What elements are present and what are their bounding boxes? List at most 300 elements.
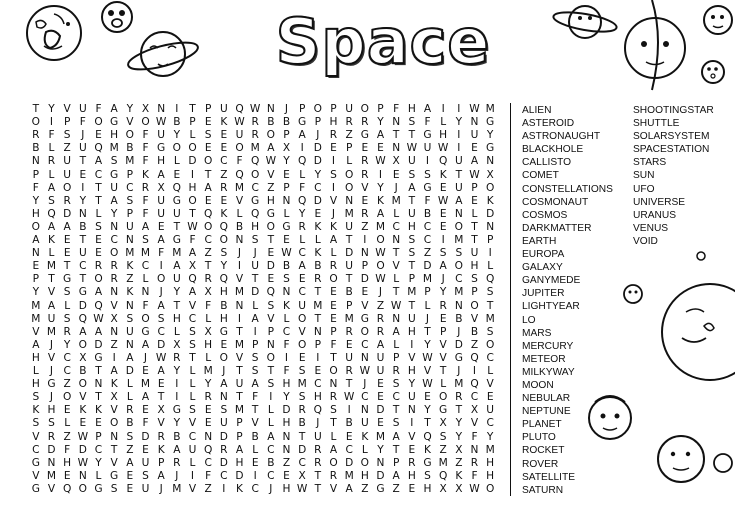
grid-letter: G bbox=[454, 351, 463, 364]
grid-letter: A bbox=[173, 260, 181, 273]
grid-letter: G bbox=[266, 207, 275, 220]
grid-letter: E bbox=[392, 168, 400, 181]
grid-letter: G bbox=[31, 482, 40, 495]
word-list-item: SUN bbox=[633, 170, 655, 182]
grid-letter: E bbox=[361, 194, 369, 207]
grid-letter: T bbox=[471, 234, 478, 246]
grid-letter: I bbox=[457, 103, 461, 115]
grid-letter: N bbox=[78, 469, 87, 482]
grid-letter: Q bbox=[250, 155, 260, 168]
grid-letter: D bbox=[360, 273, 369, 286]
grid-letter: P bbox=[157, 456, 165, 469]
grid-letter: A bbox=[423, 103, 432, 115]
grid-letter: S bbox=[48, 194, 55, 207]
grid-letter: A bbox=[235, 443, 244, 456]
word-list-item: MARS bbox=[522, 327, 552, 339]
grid-letter: T bbox=[236, 391, 243, 404]
ringed-planet-icon bbox=[124, 20, 202, 84]
grid-letter: L bbox=[126, 378, 133, 391]
grid-letter: O bbox=[62, 391, 72, 404]
grid-letter: Q bbox=[470, 378, 479, 391]
grid-letter: Z bbox=[126, 443, 134, 456]
grid-letter: Z bbox=[204, 247, 212, 260]
grid-letter: M bbox=[46, 325, 57, 338]
grid-letter: S bbox=[408, 168, 416, 181]
grid-letter: M bbox=[234, 404, 245, 417]
grid-letter: O bbox=[188, 194, 197, 207]
word-list-item: COMET bbox=[522, 170, 559, 182]
grid-letter: T bbox=[95, 365, 102, 377]
grid-letter: P bbox=[63, 116, 71, 129]
grid-letter: M bbox=[344, 312, 354, 325]
grid-letter: U bbox=[172, 273, 181, 286]
grid-letter: U bbox=[63, 168, 72, 181]
grid-letter: F bbox=[330, 338, 337, 351]
grid-letter: E bbox=[408, 443, 416, 456]
grid-letter: X bbox=[439, 417, 447, 430]
grid-letter: Q bbox=[423, 430, 432, 443]
grid-letter: A bbox=[126, 456, 134, 469]
grid-letter: I bbox=[190, 469, 195, 482]
grid-letter: S bbox=[298, 391, 306, 404]
grid-letter: E bbox=[204, 404, 212, 417]
grid-letter: P bbox=[236, 417, 243, 430]
grid-letter: N bbox=[470, 116, 479, 129]
grid-letter: T bbox=[236, 325, 243, 338]
grid-letter: W bbox=[437, 194, 449, 207]
grid-letter: B bbox=[235, 220, 244, 233]
grid-letter: W bbox=[77, 430, 89, 443]
grid-letter: P bbox=[330, 325, 337, 338]
grid-letter: P bbox=[345, 299, 353, 312]
grid-letter: Y bbox=[377, 443, 384, 456]
grid-letter: E bbox=[157, 378, 165, 391]
grid-letter: B bbox=[345, 286, 353, 299]
grid-letter: M bbox=[140, 247, 151, 260]
grid-letter: Y bbox=[95, 456, 102, 469]
grid-letter: G bbox=[423, 129, 432, 142]
grid-letter: J bbox=[457, 365, 461, 377]
grid-letter: U bbox=[157, 207, 166, 220]
grid-letter: M bbox=[297, 378, 307, 391]
grid-letter: T bbox=[32, 103, 40, 115]
word-list-item: ASTRONAUGHT bbox=[522, 131, 601, 143]
grid-letter: R bbox=[47, 430, 56, 443]
grid-letter: O bbox=[172, 142, 181, 155]
grid-letter: I bbox=[253, 469, 257, 482]
grid-letter: W bbox=[422, 351, 433, 364]
grid-letter: X bbox=[455, 482, 463, 495]
grid-letter: N bbox=[360, 351, 369, 364]
grid-letter: O bbox=[470, 299, 479, 312]
grid-letter: Y bbox=[455, 430, 463, 443]
grid-letter: N bbox=[282, 430, 291, 443]
grid-letter: L bbox=[189, 129, 196, 142]
grid-letter: E bbox=[283, 168, 290, 181]
grid-letter: G bbox=[110, 469, 119, 482]
grid-letter: H bbox=[110, 129, 119, 142]
grid-letter: L bbox=[424, 299, 431, 312]
grid-letter: V bbox=[408, 351, 416, 364]
grid-letter: S bbox=[110, 482, 118, 495]
grid-letter: F bbox=[142, 207, 149, 220]
grid-letter: M bbox=[485, 312, 495, 325]
grid-letter: H bbox=[266, 194, 275, 207]
grid-letter: O bbox=[109, 417, 119, 430]
grid-letter: Y bbox=[173, 129, 181, 142]
grid-letter: F bbox=[64, 443, 71, 456]
grid-letter: Y bbox=[110, 207, 118, 220]
word-list-item: GALAXY bbox=[522, 262, 563, 274]
grid-letter: Z bbox=[204, 482, 212, 495]
grid-letter: A bbox=[376, 129, 385, 142]
word-list-item: EARTH bbox=[522, 235, 557, 247]
grid-letter: J bbox=[222, 365, 226, 377]
planet-face-icon bbox=[702, 2, 734, 38]
grid-letter: P bbox=[32, 168, 40, 181]
grid-letter: M bbox=[391, 194, 401, 207]
grid-letter: C bbox=[267, 443, 275, 456]
grid-letter: M bbox=[250, 142, 260, 155]
grid-letter: C bbox=[204, 456, 212, 469]
grid-letter: A bbox=[329, 234, 338, 246]
grid-letter: E bbox=[314, 207, 322, 220]
grid-letter: E bbox=[142, 365, 149, 377]
grid-letter: L bbox=[283, 312, 290, 325]
grid-letter: N bbox=[31, 155, 40, 168]
grid-letter: B bbox=[470, 325, 479, 338]
grid-letter: E bbox=[220, 129, 228, 142]
grid-letter: C bbox=[423, 234, 432, 246]
grid-letter: P bbox=[330, 103, 337, 115]
word-list-item: URANUS bbox=[633, 209, 677, 221]
grid-letter: C bbox=[251, 181, 259, 194]
grid-letter: L bbox=[95, 469, 102, 482]
grid-letter: J bbox=[143, 351, 148, 364]
grid-letter: S bbox=[126, 312, 134, 325]
grid-letter: Q bbox=[297, 155, 307, 168]
grid-letter: A bbox=[298, 129, 306, 142]
grid-letter: A bbox=[47, 181, 56, 194]
grid-letter: N bbox=[31, 247, 40, 260]
grid-letter: T bbox=[345, 378, 353, 391]
word-list-item: ROVER bbox=[522, 458, 559, 470]
grid-letter: Z bbox=[220, 168, 228, 181]
word-list-item: VOID bbox=[633, 235, 658, 247]
grid-letter: R bbox=[110, 260, 118, 273]
grid-letter: S bbox=[392, 378, 400, 391]
grid-letter: D bbox=[486, 207, 495, 220]
grid-letter: C bbox=[141, 260, 150, 273]
grid-letter: W bbox=[296, 482, 308, 495]
grid-letter: A bbox=[157, 299, 165, 312]
grid-letter: N bbox=[125, 338, 134, 351]
grid-letter: A bbox=[32, 234, 40, 246]
grid-letter: N bbox=[235, 299, 244, 312]
grid-letter: R bbox=[251, 129, 259, 142]
grid-letter: S bbox=[189, 338, 196, 351]
grid-letter: G bbox=[172, 194, 181, 207]
grid-letter: H bbox=[251, 220, 260, 233]
grid-letter: D bbox=[219, 456, 228, 469]
grid-letter: I bbox=[488, 247, 492, 260]
grid-letter: T bbox=[173, 299, 181, 312]
grid-letter: P bbox=[283, 181, 290, 194]
grid-letter: C bbox=[282, 325, 291, 338]
grid-letter: O bbox=[485, 482, 495, 495]
grid-letter: N bbox=[392, 312, 401, 325]
grid-letter: V bbox=[188, 417, 197, 430]
grid-letter: E bbox=[439, 312, 447, 325]
ringed-planet-icon bbox=[550, 0, 620, 48]
grid-letter: J bbox=[425, 312, 430, 325]
grid-letter: T bbox=[236, 365, 243, 377]
grid-letter: E bbox=[377, 378, 384, 391]
grid-letter: D bbox=[298, 443, 307, 456]
grid-letter: Q bbox=[250, 207, 260, 220]
grid-letter: B bbox=[126, 417, 134, 430]
planet-face-icon bbox=[585, 388, 635, 444]
grid-letter: K bbox=[236, 482, 243, 495]
grid-letter: B bbox=[173, 116, 181, 129]
grid-letter: X bbox=[173, 338, 181, 351]
grid-letter: V bbox=[47, 286, 56, 299]
grid-letter: O bbox=[250, 168, 260, 181]
grid-letter: H bbox=[470, 260, 479, 273]
grid-letter: N bbox=[125, 299, 134, 312]
grid-letter: Q bbox=[485, 273, 495, 286]
grid-letter: D bbox=[266, 260, 275, 273]
grid-letter: G bbox=[282, 220, 291, 233]
grid-letter: H bbox=[172, 312, 181, 325]
word-list-item: NEPTUNE bbox=[522, 406, 571, 418]
grid-letter: V bbox=[486, 378, 494, 391]
grid-letter: L bbox=[205, 351, 212, 364]
grid-letter: Y bbox=[314, 168, 322, 181]
grid-letter: P bbox=[126, 168, 134, 181]
grid-letter: N bbox=[407, 404, 416, 417]
grid-letter: J bbox=[363, 378, 367, 391]
grid-letter: T bbox=[63, 260, 71, 273]
grid-letter: F bbox=[205, 299, 212, 312]
grid-letter: H bbox=[407, 325, 416, 338]
grid-letter: A bbox=[32, 338, 40, 351]
grid-letter: Y bbox=[283, 391, 290, 404]
grid-letter: Q bbox=[203, 207, 213, 220]
grid-letter: H bbox=[407, 469, 416, 482]
grid-letter: G bbox=[360, 312, 369, 325]
grid-letter: N bbox=[345, 194, 354, 207]
grid-letter: U bbox=[235, 378, 244, 391]
grid-letter: D bbox=[423, 260, 432, 273]
grid-letter: C bbox=[79, 260, 87, 273]
grid-letter: B bbox=[455, 312, 463, 325]
grid-letter: M bbox=[344, 207, 354, 220]
grid-letter: Y bbox=[126, 103, 134, 115]
grid-letter: N bbox=[266, 103, 275, 115]
grid-letter: M bbox=[140, 378, 151, 391]
grid-letter: U bbox=[376, 365, 385, 377]
grid-letter: I bbox=[49, 116, 54, 129]
grid-letter: H bbox=[439, 129, 448, 142]
grid-letter: S bbox=[95, 220, 102, 233]
grid-letter: U bbox=[298, 299, 307, 312]
grid-letter: C bbox=[455, 273, 463, 286]
grid-letter: N bbox=[486, 155, 495, 168]
grid-letter: F bbox=[236, 155, 243, 168]
grid-letter: V bbox=[47, 482, 56, 495]
grid-letter: C bbox=[63, 351, 71, 364]
grid-letter: I bbox=[175, 103, 179, 115]
grid-letter: B bbox=[267, 116, 275, 129]
grid-letter: V bbox=[408, 430, 416, 443]
grid-letter: V bbox=[298, 325, 306, 338]
grid-letter: J bbox=[49, 391, 54, 404]
grid-letter: J bbox=[331, 207, 336, 220]
word-list-item: COSMOS bbox=[522, 209, 568, 221]
grid-letter: E bbox=[314, 365, 322, 377]
grid-letter: A bbox=[204, 181, 212, 194]
grid-letter: S bbox=[220, 404, 228, 417]
grid-letter: U bbox=[110, 181, 119, 194]
grid-letter: A bbox=[157, 168, 165, 181]
grid-letter: U bbox=[235, 129, 244, 142]
grid-letter: E bbox=[204, 142, 212, 155]
grid-letter: V bbox=[188, 482, 197, 495]
grid-letter: U bbox=[360, 417, 369, 430]
grid-letter: S bbox=[424, 469, 431, 482]
grid-letter: M bbox=[125, 155, 135, 168]
grid-letter: H bbox=[486, 469, 495, 482]
grid-letter: C bbox=[220, 155, 228, 168]
grid-letter: U bbox=[423, 142, 432, 155]
grid-letter: L bbox=[32, 365, 39, 377]
grid-letter: W bbox=[249, 103, 261, 115]
grid-letter: B bbox=[314, 260, 322, 273]
grid-letter: R bbox=[314, 273, 322, 286]
grid-letter: A bbox=[298, 260, 306, 273]
grid-letter: I bbox=[472, 365, 477, 377]
grid-letter: X bbox=[486, 168, 494, 181]
grid-letter: D bbox=[94, 338, 103, 351]
grid-letter: S bbox=[251, 351, 259, 364]
word-list-item: BLACKHOLE bbox=[522, 144, 584, 156]
grid-letter: Q bbox=[266, 286, 275, 299]
word-list-item: SPACESTATION bbox=[633, 144, 710, 156]
grid-letter: A bbox=[126, 351, 134, 364]
grid-letter: E bbox=[32, 260, 40, 273]
grid-letter: E bbox=[424, 391, 431, 404]
grid-letter: K bbox=[361, 430, 369, 443]
grid-letter: X bbox=[157, 404, 165, 417]
grid-letter: R bbox=[32, 129, 40, 142]
grid-letter: I bbox=[190, 168, 195, 181]
grid-letter: S bbox=[110, 155, 118, 168]
grid-letter: V bbox=[47, 351, 56, 364]
grid-letter: E bbox=[126, 482, 134, 495]
grid-letter: V bbox=[110, 404, 118, 417]
grid-letter: J bbox=[159, 482, 163, 495]
grid-letter: O bbox=[485, 181, 495, 194]
grid-letter: R bbox=[329, 469, 338, 482]
grid-letter: N bbox=[219, 391, 228, 404]
grid-letter: Z bbox=[455, 456, 463, 469]
grid-letter: N bbox=[235, 234, 244, 246]
grid-letter: H bbox=[63, 456, 72, 469]
grid-letter: E bbox=[95, 129, 102, 142]
grid-letter: S bbox=[251, 365, 259, 377]
word-list-item: ASTEROID bbox=[522, 118, 575, 130]
word-list-item: SHOOTINGSTAR bbox=[633, 105, 714, 116]
grid-letter: M bbox=[422, 273, 433, 286]
grid-letter: Y bbox=[173, 365, 181, 377]
grid-letter: R bbox=[157, 430, 165, 443]
grid-letter: I bbox=[363, 234, 367, 246]
grid-letter: E bbox=[408, 482, 416, 495]
grid-letter: B bbox=[220, 299, 228, 312]
grid-letter: Q bbox=[297, 194, 307, 207]
grid-letter: O bbox=[78, 482, 87, 495]
grid-letter: K bbox=[424, 443, 431, 456]
grid-letter: S bbox=[251, 234, 259, 246]
grid-letter: V bbox=[392, 260, 400, 273]
grid-letter: S bbox=[63, 129, 71, 142]
grid-letter: F bbox=[299, 181, 306, 194]
grid-letter: G bbox=[94, 482, 103, 495]
grid-letter: E bbox=[361, 142, 369, 155]
grid-letter: D bbox=[282, 404, 291, 417]
small-planet-icon bbox=[622, 283, 644, 305]
grid-letter: H bbox=[282, 482, 291, 495]
grid-letter: D bbox=[141, 430, 150, 443]
grid-letter: G bbox=[141, 325, 150, 338]
grid-letter: A bbox=[157, 234, 165, 246]
grid-letter: X bbox=[439, 482, 447, 495]
planet-with-orbit-icon bbox=[614, 0, 696, 92]
grid-letter: I bbox=[441, 103, 445, 115]
grid-letter: L bbox=[252, 299, 259, 312]
grid-letter: P bbox=[236, 430, 243, 443]
grid-letter: E bbox=[142, 443, 149, 456]
grid-letter: I bbox=[331, 155, 336, 168]
grid-letter: J bbox=[253, 247, 257, 260]
grid-letter: F bbox=[142, 417, 149, 430]
grid-letter: W bbox=[469, 168, 480, 181]
grid-letter: Z bbox=[126, 273, 134, 286]
grid-letter: N bbox=[282, 443, 291, 456]
grid-letter: H bbox=[407, 365, 416, 377]
word-list-item: STARS bbox=[633, 157, 667, 169]
grid-letter: Z bbox=[470, 338, 479, 351]
grid-letter: C bbox=[314, 378, 322, 391]
grid-letter: I bbox=[175, 378, 179, 391]
grid-letter: R bbox=[126, 404, 134, 417]
grid-letter: O bbox=[31, 220, 40, 233]
grid-letter: E bbox=[95, 247, 102, 260]
grid-letter: W bbox=[469, 103, 480, 115]
grid-letter: G bbox=[251, 194, 260, 207]
grid-letter: T bbox=[424, 325, 431, 338]
grid-letter: R bbox=[470, 456, 479, 469]
grid-letter: O bbox=[78, 338, 87, 351]
grid-letter: K bbox=[439, 168, 447, 181]
grid-letter: A bbox=[173, 443, 181, 456]
grid-letter: Z bbox=[392, 482, 400, 495]
grid-letter: V bbox=[110, 456, 118, 469]
grid-letter: G bbox=[486, 142, 495, 155]
grid-letter: E bbox=[251, 456, 259, 469]
grid-letter: H bbox=[219, 286, 228, 299]
